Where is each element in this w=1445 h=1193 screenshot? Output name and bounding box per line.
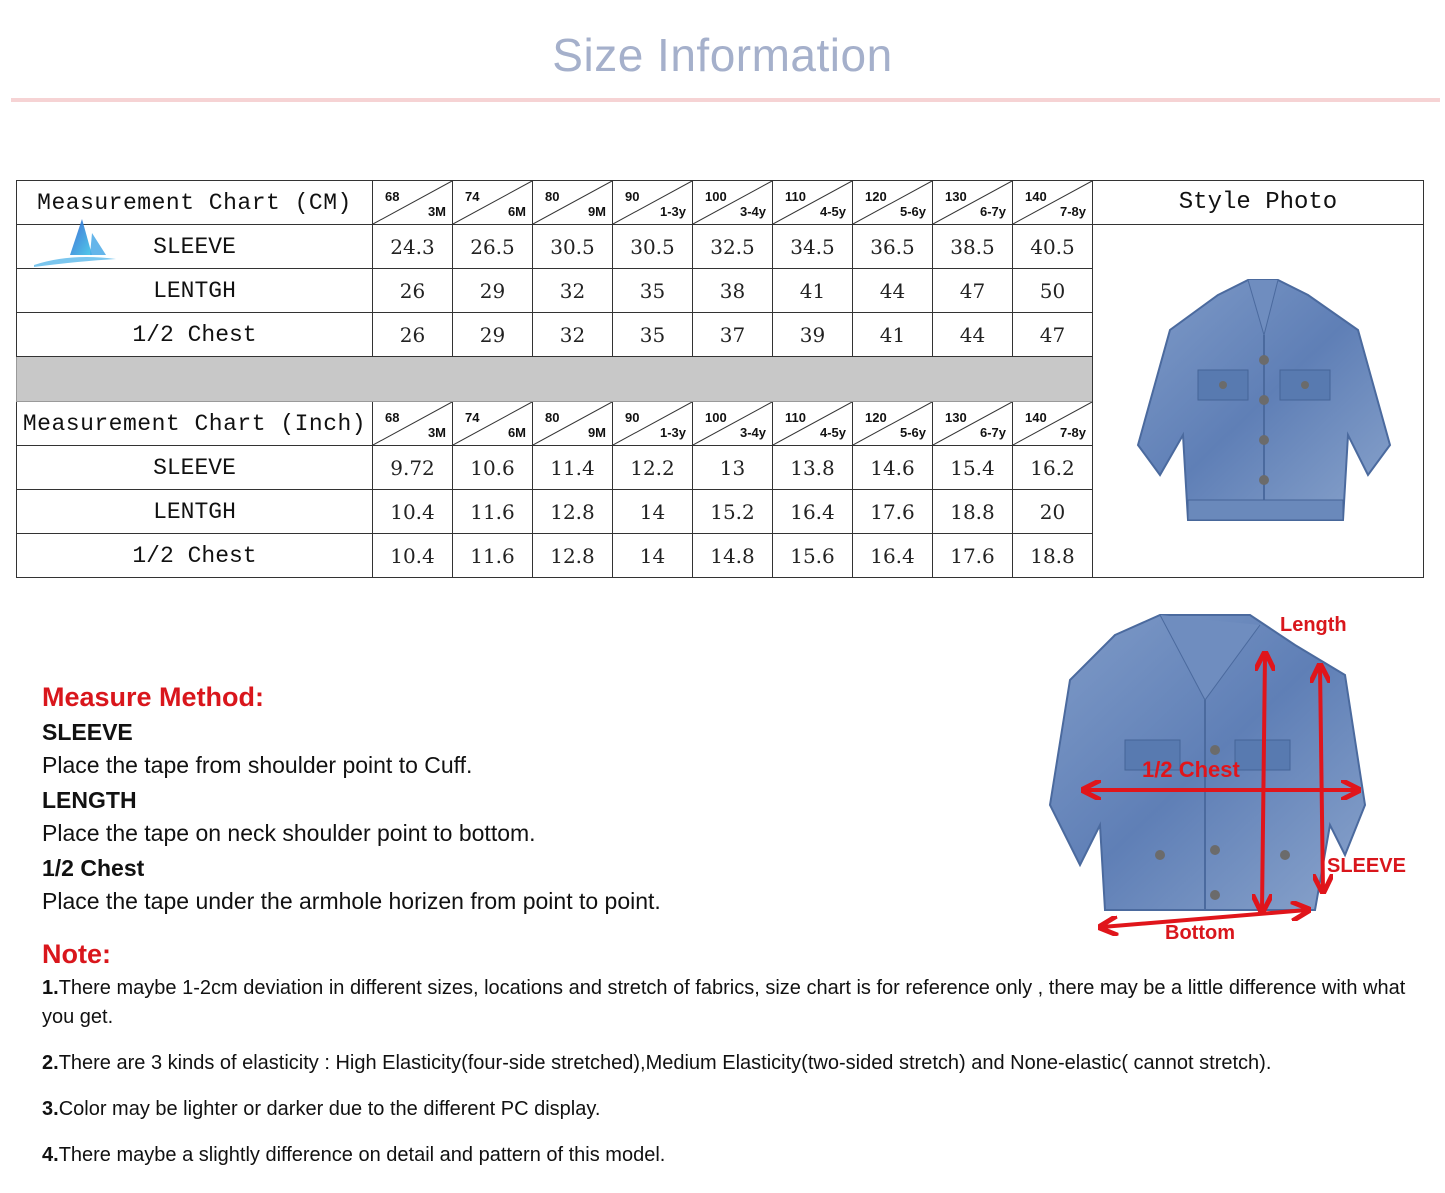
method-length-text: Place the tape on neck shoulder point to bottom. <box>42 820 536 846</box>
table-cell: 50 <box>1013 269 1093 313</box>
method-chest-text: Place the tape under the armhole horizen from point to point. <box>42 888 661 914</box>
size-column-header <box>933 181 1013 225</box>
size-age: 3M <box>427 425 446 440</box>
page-title: Size Information <box>552 29 893 81</box>
row-label: SLEEVE <box>17 446 373 490</box>
measure-method-heading: Measure Method: <box>42 682 265 712</box>
size-column-header <box>613 181 693 225</box>
size-height: 74 <box>465 189 480 204</box>
size-column-header <box>453 181 533 225</box>
size-column-header <box>853 181 933 225</box>
note-item <box>42 1095 1422 1124</box>
note-text: Color may be lighter or darker due to the different PC display. <box>58 1098 601 1120</box>
size-age: 7-8y <box>1059 425 1086 440</box>
method-chest-title: 1/2 Chest <box>42 855 145 881</box>
size-age: 3-4y <box>739 425 766 440</box>
note-text: There maybe 1-2cm deviation in different sizes, locations and stretch of fabrics, size chart is for reference only , there may be a little difference with what you get. <box>42 977 1406 1028</box>
size-height: 140 <box>1025 189 1047 204</box>
table-cell: 12.8 <box>533 490 613 534</box>
size-age: 3-4y <box>739 204 766 219</box>
diagram-label-chest: 1/2 Chest <box>1142 757 1240 782</box>
table-cell: 35 <box>613 269 693 313</box>
size-height: 130 <box>945 410 967 425</box>
size-column-header <box>773 181 853 225</box>
table-cell: 17.6 <box>933 534 1013 578</box>
size-age: 6M <box>507 204 526 219</box>
size-age: 6-7y <box>979 425 1006 440</box>
note-item <box>42 1141 1422 1170</box>
table-cell: 29 <box>453 269 533 313</box>
size-height: 120 <box>865 189 887 204</box>
size-height: 100 <box>705 410 727 425</box>
table-cell: 39 <box>773 313 853 357</box>
note-number: 2. <box>42 1052 59 1074</box>
size-height: 80 <box>545 410 560 425</box>
size-column-header <box>453 402 533 446</box>
size-column-header <box>533 181 613 225</box>
note-heading: Note: <box>42 939 111 969</box>
table-cell: 15.4 <box>933 446 1013 490</box>
table-cell: 32 <box>533 269 613 313</box>
table-cell: 24.3 <box>373 225 453 269</box>
note-number: 1. <box>42 977 59 999</box>
table-cell: 12.8 <box>533 534 613 578</box>
table-cell: 20 <box>1013 490 1093 534</box>
size-height: 68 <box>385 189 400 204</box>
table-cell: 10.6 <box>453 446 533 490</box>
table-cell: 36.5 <box>853 225 933 269</box>
row-label: 1/2 Chest <box>17 313 373 357</box>
diagram-label-length: Length <box>1280 614 1347 636</box>
jacket-photo-image <box>1128 275 1400 535</box>
chart-header-row <box>17 181 1424 225</box>
table-cell: 44 <box>853 269 933 313</box>
size-height: 100 <box>705 189 727 204</box>
size-age: 6-7y <box>979 204 1006 219</box>
table-cell: 35 <box>613 313 693 357</box>
table-cell: 10.4 <box>373 534 453 578</box>
table-cell: 30.5 <box>613 225 693 269</box>
table-cell: 9.72 <box>373 446 453 490</box>
diagram-label-bottom: Bottom <box>1165 922 1235 944</box>
diagram-label-sleeve: SLEEVE <box>1327 855 1406 877</box>
table-cell: 40.5 <box>1013 225 1093 269</box>
table-cell: 38 <box>693 269 773 313</box>
size-height: 120 <box>865 410 887 425</box>
size-age: 5-6y <box>899 204 926 219</box>
table-cell: 26 <box>373 313 453 357</box>
table-cell: 30.5 <box>533 225 613 269</box>
size-height: 90 <box>625 189 640 204</box>
table-cell: 14.8 <box>693 534 773 578</box>
table-cell: 18.8 <box>1013 534 1093 578</box>
method-length-title: LENGTH <box>42 787 137 813</box>
row-label: LENTGH <box>17 490 373 534</box>
size-column-header <box>773 402 853 446</box>
note-item <box>42 974 1422 1032</box>
size-column-header <box>533 402 613 446</box>
table-cell: 47 <box>933 269 1013 313</box>
chart-title: Measurement Chart (CM) <box>17 181 373 225</box>
table-cell: 14 <box>613 534 693 578</box>
table-cell: 17.6 <box>853 490 933 534</box>
size-column-header <box>853 402 933 446</box>
table-cell: 15.2 <box>693 490 773 534</box>
size-height: 68 <box>385 410 400 425</box>
table-cell: 26.5 <box>453 225 533 269</box>
size-column-header <box>693 181 773 225</box>
style-photo-label: Style Photo <box>1093 181 1424 225</box>
size-age: 9M <box>587 204 606 219</box>
size-age: 6M <box>507 425 526 440</box>
note-number: 3. <box>42 1098 59 1120</box>
table-cell: 13.8 <box>773 446 853 490</box>
size-column-header <box>693 402 773 446</box>
size-height: 110 <box>785 189 806 204</box>
size-height: 90 <box>625 410 640 425</box>
size-column-header <box>1013 402 1093 446</box>
note-text: There maybe a slightly difference on detail and pattern of this model. <box>58 1144 666 1166</box>
size-column-header <box>373 181 453 225</box>
method-sleeve-text: Place the tape from shoulder point to Cuff. <box>42 752 473 778</box>
chart-title: Measurement Chart (Inch) <box>17 402 373 446</box>
table-cell: 29 <box>453 313 533 357</box>
size-height: 140 <box>1025 410 1047 425</box>
row-label: 1/2 Chest <box>17 534 373 578</box>
table-cell: 10.4 <box>373 490 453 534</box>
table-cell: 16.2 <box>1013 446 1093 490</box>
size-age: 3M <box>427 204 446 219</box>
size-age: 1-3y <box>659 204 686 219</box>
table-cell: 11.6 <box>453 534 533 578</box>
table-cell: 44 <box>933 313 1013 357</box>
table-cell: 32 <box>533 313 613 357</box>
table-cell: 26 <box>373 269 453 313</box>
table-cell: 16.4 <box>853 534 933 578</box>
table-cell: 38.5 <box>933 225 1013 269</box>
table-cell: 15.6 <box>773 534 853 578</box>
row-label: SLEEVE <box>17 225 373 269</box>
table-cell: 14.6 <box>853 446 933 490</box>
size-height: 130 <box>945 189 967 204</box>
table-cell: 47 <box>1013 313 1093 357</box>
size-age: 5-6y <box>899 425 926 440</box>
row-label: LENTGH <box>17 269 373 313</box>
note-section <box>42 937 1422 1170</box>
size-age: 4-5y <box>819 204 846 219</box>
measurement-diagram <box>1045 605 1420 950</box>
table-cell: 32.5 <box>693 225 773 269</box>
sailboat-logo-icon <box>30 215 120 270</box>
size-age: 4-5y <box>819 425 846 440</box>
table-cell: 11.4 <box>533 446 613 490</box>
table-cell: 13 <box>693 446 773 490</box>
size-column-header <box>613 402 693 446</box>
table-row <box>17 225 1424 269</box>
separator-cell <box>17 357 1093 402</box>
size-age: 1-3y <box>659 425 686 440</box>
title-divider <box>11 98 1440 102</box>
size-height: 110 <box>785 410 806 425</box>
size-height: 80 <box>545 189 560 204</box>
table-cell: 18.8 <box>933 490 1013 534</box>
table-cell: 41 <box>773 269 853 313</box>
table-cell: 41 <box>853 313 933 357</box>
note-number: 4. <box>42 1144 59 1166</box>
table-cell: 14 <box>613 490 693 534</box>
table-cell: 16.4 <box>773 490 853 534</box>
size-age: 9M <box>587 425 606 440</box>
size-column-header <box>933 402 1013 446</box>
table-cell: 12.2 <box>613 446 693 490</box>
table-cell: 37 <box>693 313 773 357</box>
table-cell: 34.5 <box>773 225 853 269</box>
size-age: 7-8y <box>1059 204 1086 219</box>
note-item <box>42 1049 1422 1078</box>
measure-method-section <box>42 680 942 918</box>
method-sleeve-title: SLEEVE <box>42 719 133 745</box>
size-column-header <box>1013 181 1093 225</box>
table-cell: 11.6 <box>453 490 533 534</box>
size-height: 74 <box>465 410 480 425</box>
size-column-header <box>373 402 453 446</box>
note-text: There are 3 kinds of elasticity : High Elasticity(four-side stretched),Medium Elasticity(two-sided stretch) and None-elastic( cannot stretch). <box>58 1052 1272 1074</box>
